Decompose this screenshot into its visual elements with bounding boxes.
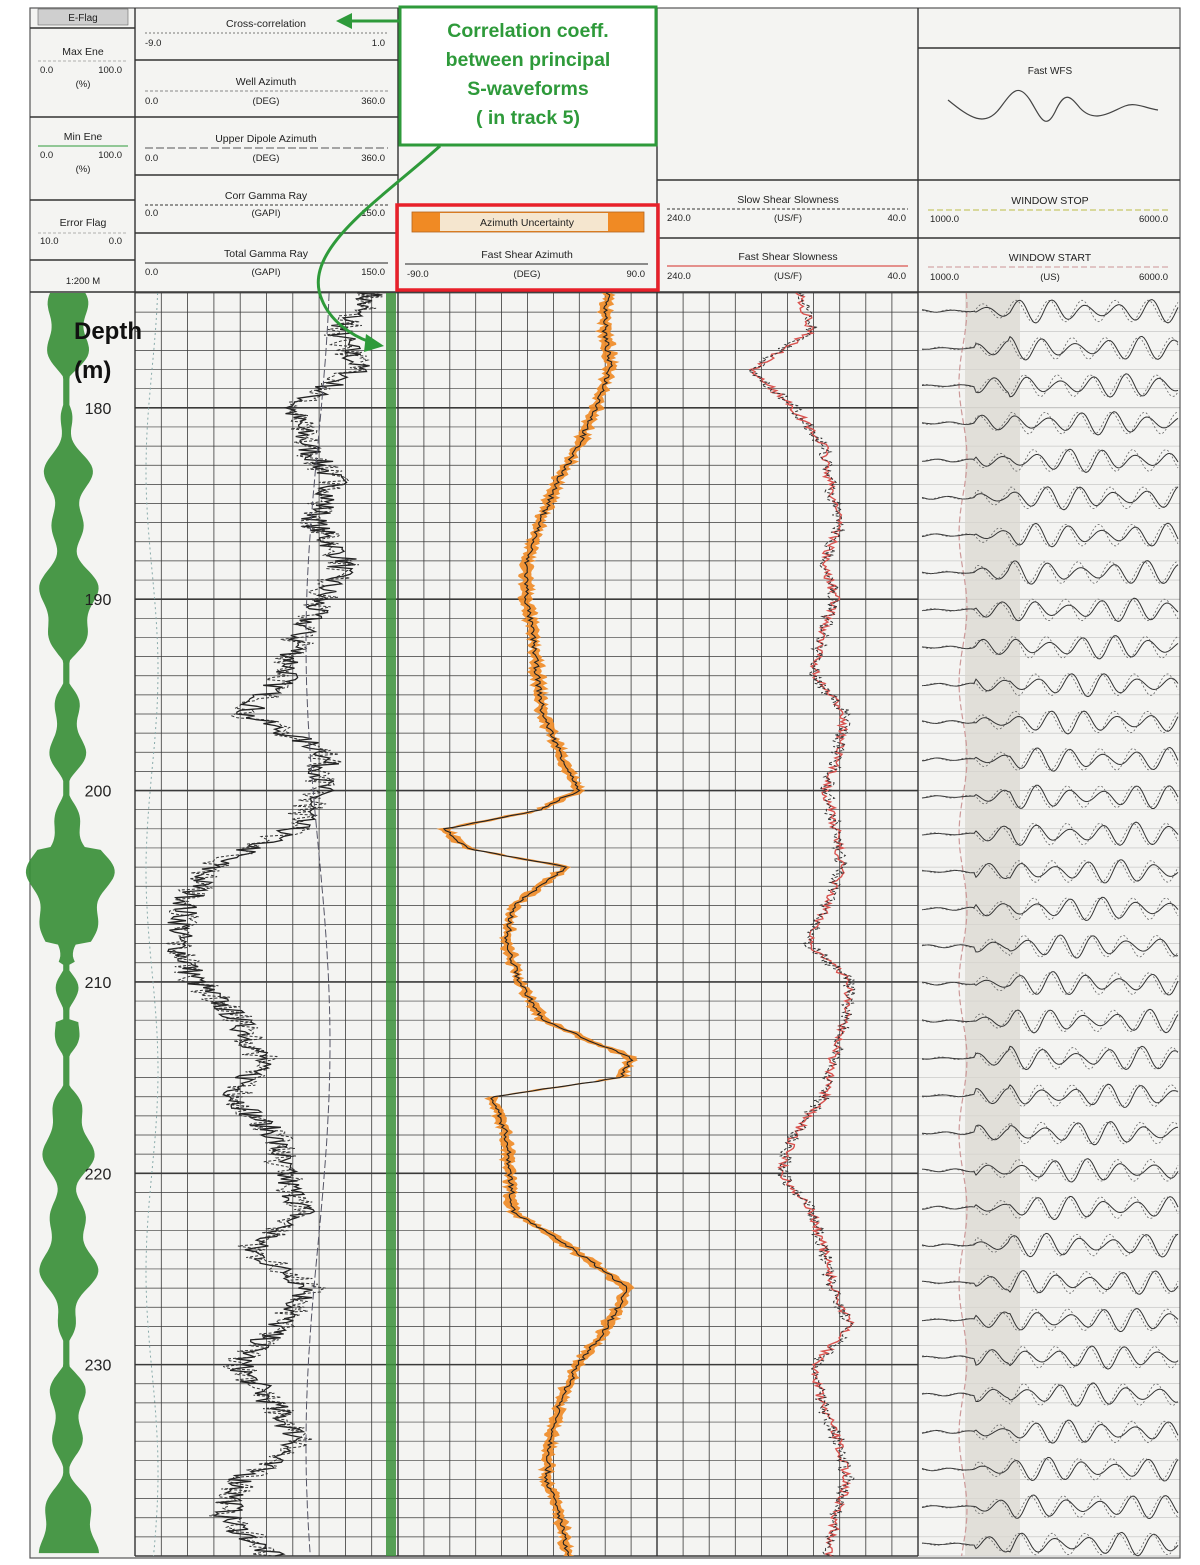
- error-flag-label: Error Flag: [59, 217, 107, 229]
- fast-wfs-label: Fast WFS: [1027, 66, 1073, 77]
- eflag-label: E-Flag: [68, 13, 98, 24]
- fss-unit: (US/F): [774, 271, 802, 282]
- well-az-min: 0.0: [145, 96, 159, 107]
- window-band: [965, 293, 1020, 1556]
- min-ene-min: 0.0: [40, 150, 54, 161]
- fsa-min: -90.0: [407, 269, 429, 280]
- fss-right: 40.0: [887, 271, 906, 282]
- max-ene-max: 100.0: [98, 65, 122, 76]
- sss-unit: (US/F): [774, 213, 802, 224]
- callout-line-4: ( in track 5): [475, 107, 581, 129]
- well-az-unit: (DEG): [252, 96, 280, 107]
- depth-tick-label: 190: [84, 592, 112, 610]
- tgr-unit: (GAPI): [251, 267, 281, 278]
- fss-left: 240.0: [667, 271, 691, 282]
- callout-line-1: Correlation coeff.: [447, 20, 609, 42]
- upper-dipole-azimuth-label: Upper Dipole Azimuth: [215, 133, 317, 145]
- ud-max: 360.0: [361, 153, 385, 164]
- window-stop-label: WINDOW STOP: [1011, 195, 1089, 207]
- cgr-unit: (GAPI): [251, 208, 281, 219]
- well-az-max: 360.0: [361, 96, 385, 107]
- slow-shear-slowness-label: Slow Shear Slowness: [737, 194, 839, 206]
- fsa-unit: (DEG): [513, 269, 541, 280]
- min-ene-label: Min Ene: [63, 131, 103, 143]
- cc-max: 1.0: [371, 38, 385, 49]
- sss-left: 240.0: [667, 213, 691, 224]
- depth-tick-label: 230: [84, 1357, 112, 1375]
- ws-min: 1000.0: [930, 214, 960, 225]
- tgr-min: 0.0: [145, 267, 159, 278]
- fast-shear-slowness-label: Fast Shear Slowness: [738, 251, 838, 263]
- well-azimuth-label: Well Azimuth: [235, 76, 297, 88]
- wst-unit: (US): [1040, 272, 1060, 283]
- fsa-max: 90.0: [626, 269, 645, 280]
- depth-title-line1: Depth: [74, 318, 142, 345]
- corr-gamma-ray-label: Corr Gamma Ray: [224, 190, 308, 202]
- min-ene-unit: (%): [75, 164, 91, 175]
- wst-max: 6000.0: [1138, 272, 1168, 283]
- azimuth-uncertainty-label: Azimuth Uncertainty: [480, 217, 574, 229]
- depth-tick-label: 210: [84, 974, 112, 992]
- error-flag-right: 0.0: [108, 236, 122, 247]
- window-start-label: WINDOW START: [1008, 252, 1092, 264]
- tgr-max: 150.0: [361, 267, 385, 278]
- max-ene-label: Max Ene: [62, 46, 104, 58]
- depth-tick-label: 220: [84, 1166, 112, 1184]
- min-ene-max: 100.0: [98, 150, 122, 161]
- max-ene-unit: (%): [75, 79, 91, 90]
- max-ene-min: 0.0: [40, 65, 54, 76]
- cc-min: -9.0: [145, 38, 162, 49]
- callout-line-3: S-waveforms: [467, 78, 589, 100]
- depth-tick-label: 180: [84, 400, 112, 418]
- ud-min: 0.0: [145, 153, 159, 164]
- cross-correlation-label: Cross-correlation: [226, 18, 306, 30]
- fast-shear-azimuth-label: Fast Shear Azimuth: [481, 249, 573, 261]
- depth-scale-label: 1:200 M: [65, 276, 101, 287]
- error-flag-left: 10.0: [40, 236, 59, 247]
- depth-title-line2: (m): [74, 357, 112, 384]
- cross-correlation-strip: [386, 293, 396, 1556]
- depth-tick-label: 200: [84, 783, 112, 801]
- total-gamma-ray-label: Total Gamma Ray: [223, 248, 309, 260]
- cgr-max: 150.0: [361, 208, 385, 219]
- wst-min: 1000.0: [930, 272, 960, 283]
- ud-unit: (DEG): [252, 153, 280, 164]
- callout-line-2: between principal: [445, 49, 611, 71]
- cgr-min: 0.0: [145, 208, 159, 219]
- sss-right: 40.0: [887, 213, 906, 224]
- ws-max: 6000.0: [1138, 214, 1168, 225]
